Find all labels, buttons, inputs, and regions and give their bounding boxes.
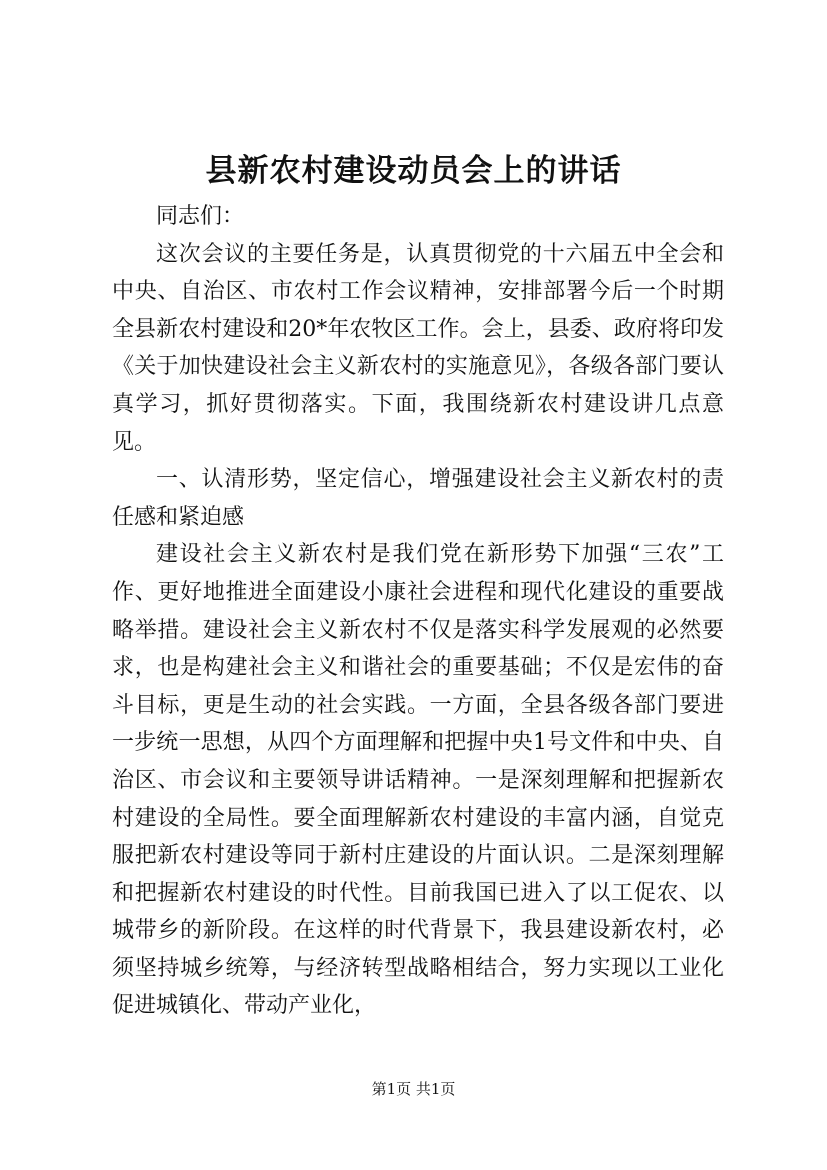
document-body [112,198,724,1025]
section-heading: 一、认清形势，坚定信心，增强建设社会主义新农村的责任感和紧迫感 [112,467,724,530]
page-number-footer: 第1页 共1页 [371,1080,456,1098]
paragraph: 这次会议的主要任务是，认真贯彻党的十六届五中全会和中央、自治区、市农村工作会议精神，安排部署今后一个时期全县新农村建设和20*年农牧区工作。会上，县委、政府将印发《关于加快建设社会主义新农村的实施意见》，各级各部门要认真学习，抓好贯彻落实。下面，我围绕新农村建设讲几点意见。 [112,241,724,455]
document-title: 县新农村建设动员会上的讲话 [205,153,622,189]
paragraph: 建设社会主义新农村是我们党在新形势下加强“三农”工作、更好地推进全面建设小康社会进程和现代化建设的重要战略举措。建设社会主义新农村不仅是落实科学发展观的必然要求，也是构建社会主义和谐社会的重要基础；不仅是宏伟的奋斗目标，更是生动的社会实践。一方面，全县各级各部门要进一步统一思想，从四个方面理解和把握中央1号文件和中央、自治区、市会议和主要领导讲话精神。一是深刻理解和把握新农村建设的全局性。要全面理解新农村建设的丰富内涵，自觉克服把新农村建设等同于新村庄建设的片面认识。二是深刻理解和把握新农村建设的时代性。目前我国已进入了以工促农、以城带乡的新阶段。在这样的时代背景下，我县建设新农村，必须坚持城乡统筹，与经济转型战略相结合，努力实现以工业化促进城镇化、带动产业化， [112,542,724,1019]
salutation: 同志们： [156,204,245,229]
